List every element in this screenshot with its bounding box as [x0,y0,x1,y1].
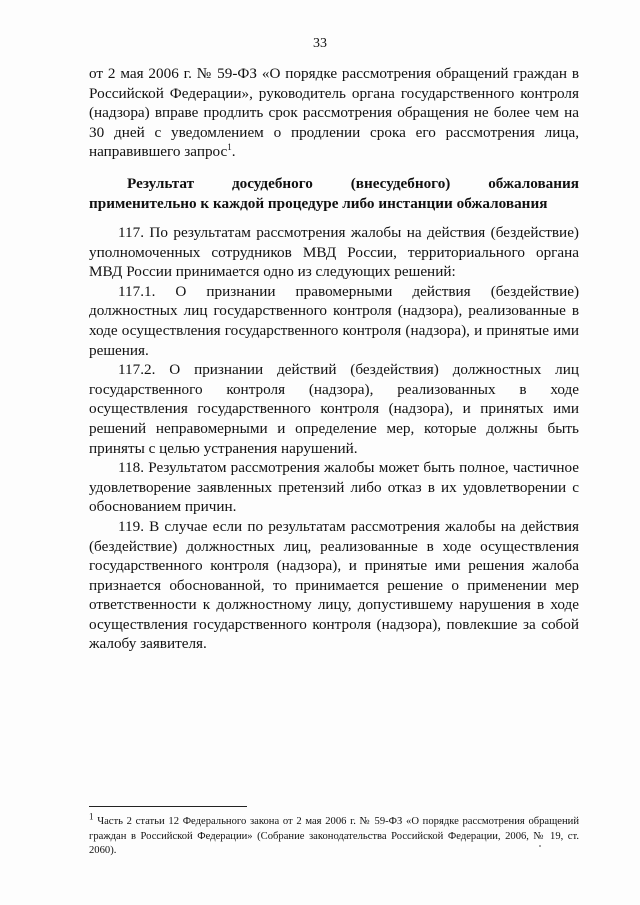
paragraph-117-1: 117.1. О признании правомерными действия (бездействие) должностных лиц государственного контроля (надзора), реализованные в ходе осуществления государственного контроля (надзора), и принятые ими решения. [89,282,579,359]
main-text-block [89,64,579,162]
footnote [89,811,579,859]
paragraph-117-2: 117.2. О признании действий (бездействия) должностных лиц государственного контроля (надзора), реализованных в ходе осуществления государственного контроля (надзора), и принятых ими решений неправомерными и определение мер, которые должны быть приняты с целью устранения нарушений. [89,361,579,457]
scan-speck [539,845,541,847]
intro-paragraph [89,64,579,162]
intro-paragraph-end: . [231,143,236,161]
section-heading-block [89,174,579,213]
footnote-text: Часть 2 статьи 12 Федерального закона от 2 мая 2006 г. № 59-ФЗ «О порядке рассмотрения обращений граждан в Российской Федерации» (Собрание законодательства Российской Федерации, 2006, № 19, ст. 2060). [89,816,579,857]
paragraphs-block [89,223,579,654]
footnote-divider [89,806,247,807]
paragraph-117: 117. По результатам рассмотрения жалобы на действия (бездействие) уполномоченных сотрудников МВД России, территориального органа МВД России принимается одно из следующих решений: [89,224,579,281]
section-heading: Результат досудебного (внесудебного) обжалования применительно к каждой процедуре либо инстанции обжалования [89,175,579,212]
paragraph-119: 119. В случае если по результатам рассмотрения жалобы на действия (бездействие) должностных лиц, реализованные в ходе осуществления государственного контроля (надзора), и принятые ими решения жалоба признается обоснованной, то принимается решение о применении мер ответственности к должностному лицу, допустившему нарушения в ходе осуществления государственного контроля (надзора), повлекшие за собой жалобу заявителя. [89,517,579,653]
page-number: 33 [313,36,327,51]
footnote-mark: 1 [89,811,94,822]
intro-paragraph-text: от 2 мая 2006 г. № 59-ФЗ «О порядке рассмотрения обращений граждан в Российской Федерации», руководитель органа государственного контроля (надзора) вправе продлить срок рассмотрения обращения не более чем на 30 дней с уведомлением о продлении срока его рассмотрения лица, направившего запрос [89,65,579,161]
paragraph-118: 118. Результатом рассмотрения жалобы может быть полное, частичное удовлетворение заявленных претензий либо отказ в их удовлетворении с обоснованием причин. [89,459,579,516]
footnote-reference[interactable]: 1 [227,142,232,153]
